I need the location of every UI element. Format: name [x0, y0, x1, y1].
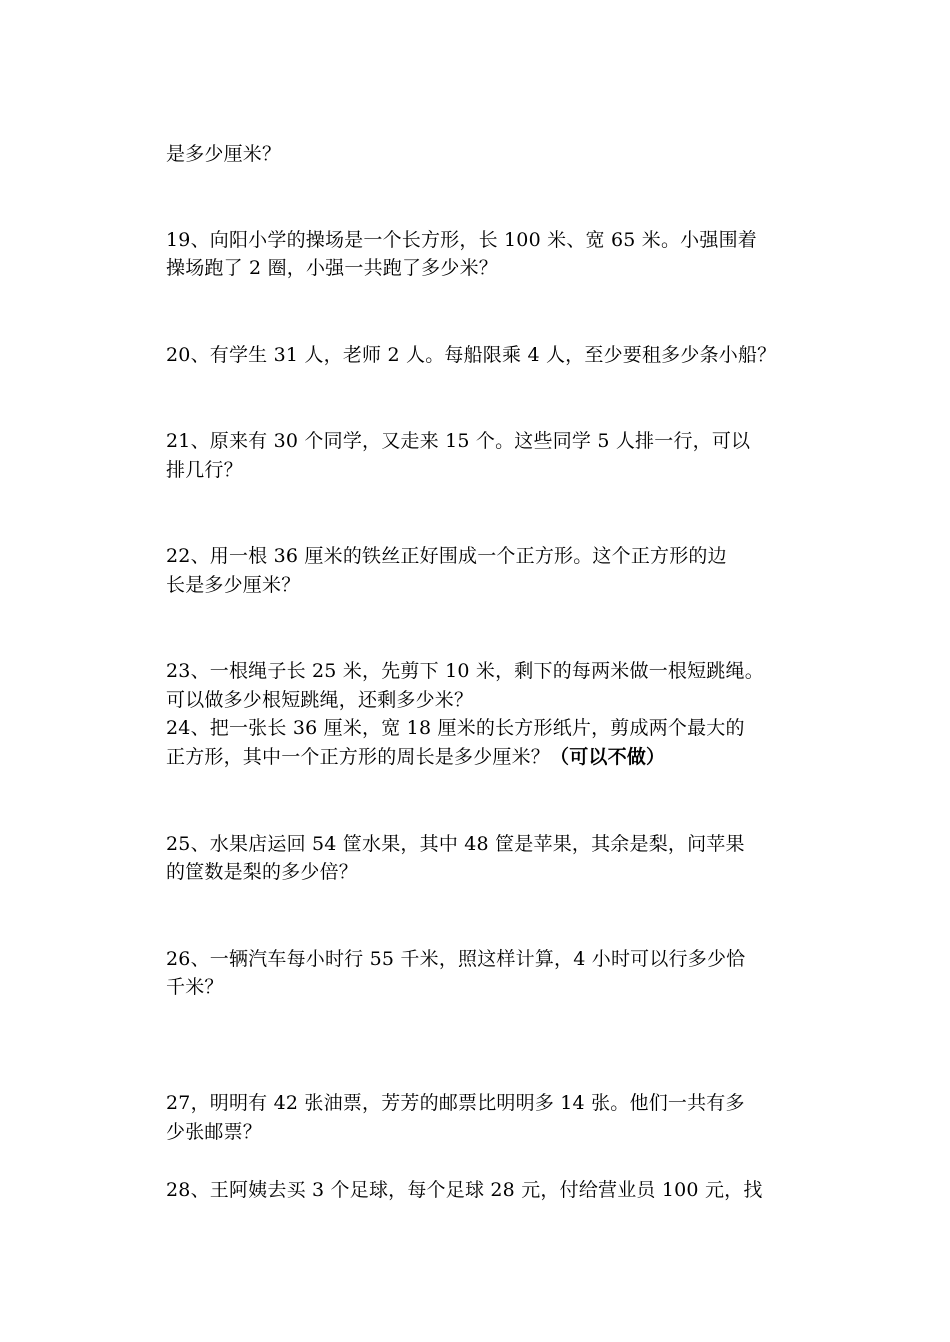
- question-20-line-1: 20、有学生 31 人，老师 2 人。每船限乘 4 人，至少要租多少条小船？: [166, 344, 777, 366]
- question-21-line-1: 21、原来有 30 个同学，又走来 15 个。这些同学 5 人排一行，可以: [166, 430, 751, 452]
- question-27-line-2: 少张邮票？: [166, 1121, 263, 1143]
- optional-note: （可以不做）: [550, 746, 666, 768]
- text-line-q18-end: 是多少厘米？: [166, 143, 282, 165]
- question-21-line-2: 排几行？: [166, 459, 243, 481]
- question-26-line-1: 26、一辆汽车每小时行 55 千米，照这样计算，4 小时可以行多少恰: [166, 948, 746, 970]
- question-24-line-2: [166, 743, 665, 771]
- question-19-line-1: 19、向阳小学的操场是一个长方形，长 100 米、宽 65 米。小强围着: [166, 229, 757, 251]
- question-23-line-2: 可以做多少根短跳绳，还剩多少米？: [166, 689, 474, 711]
- question-22-line-1: 22、用一根 36 厘米的铁丝正好围成一个正方形。这个正方形的边: [166, 545, 727, 567]
- question-24-line-1: 24、把一张长 36 厘米，宽 18 厘米的长方形纸片，剪成两个最大的: [166, 717, 745, 739]
- question-26-line-2: 千米？: [166, 976, 224, 998]
- question-25-line-2: 的筐数是梨的多少倍？: [166, 861, 359, 883]
- question-19-line-2: 操场跑了 2 圈，小强一共跑了多少米？: [166, 257, 498, 279]
- question-27-line-1: 27，明明有 42 张油票，芳芳的邮票比明明多 14 张。他们一共有多: [166, 1092, 745, 1114]
- question-25-line-1: 25、水果店运回 54 筐水果，其中 48 筐是苹果，其余是梨，问苹果: [166, 833, 745, 855]
- question-24-text: 正方形，其中一个正方形的周长是多少厘米？: [166, 746, 551, 768]
- question-28-line-1: 28、王阿姨去买 3 个足球，每个足球 28 元，付给营业员 100 元，找: [166, 1179, 763, 1201]
- question-23-line-1: 23、一根绳子长 25 米，先剪下 10 米，剩下的每两米做一根短跳绳。: [166, 660, 764, 682]
- question-22-line-2: 长是多少厘米？: [166, 574, 301, 596]
